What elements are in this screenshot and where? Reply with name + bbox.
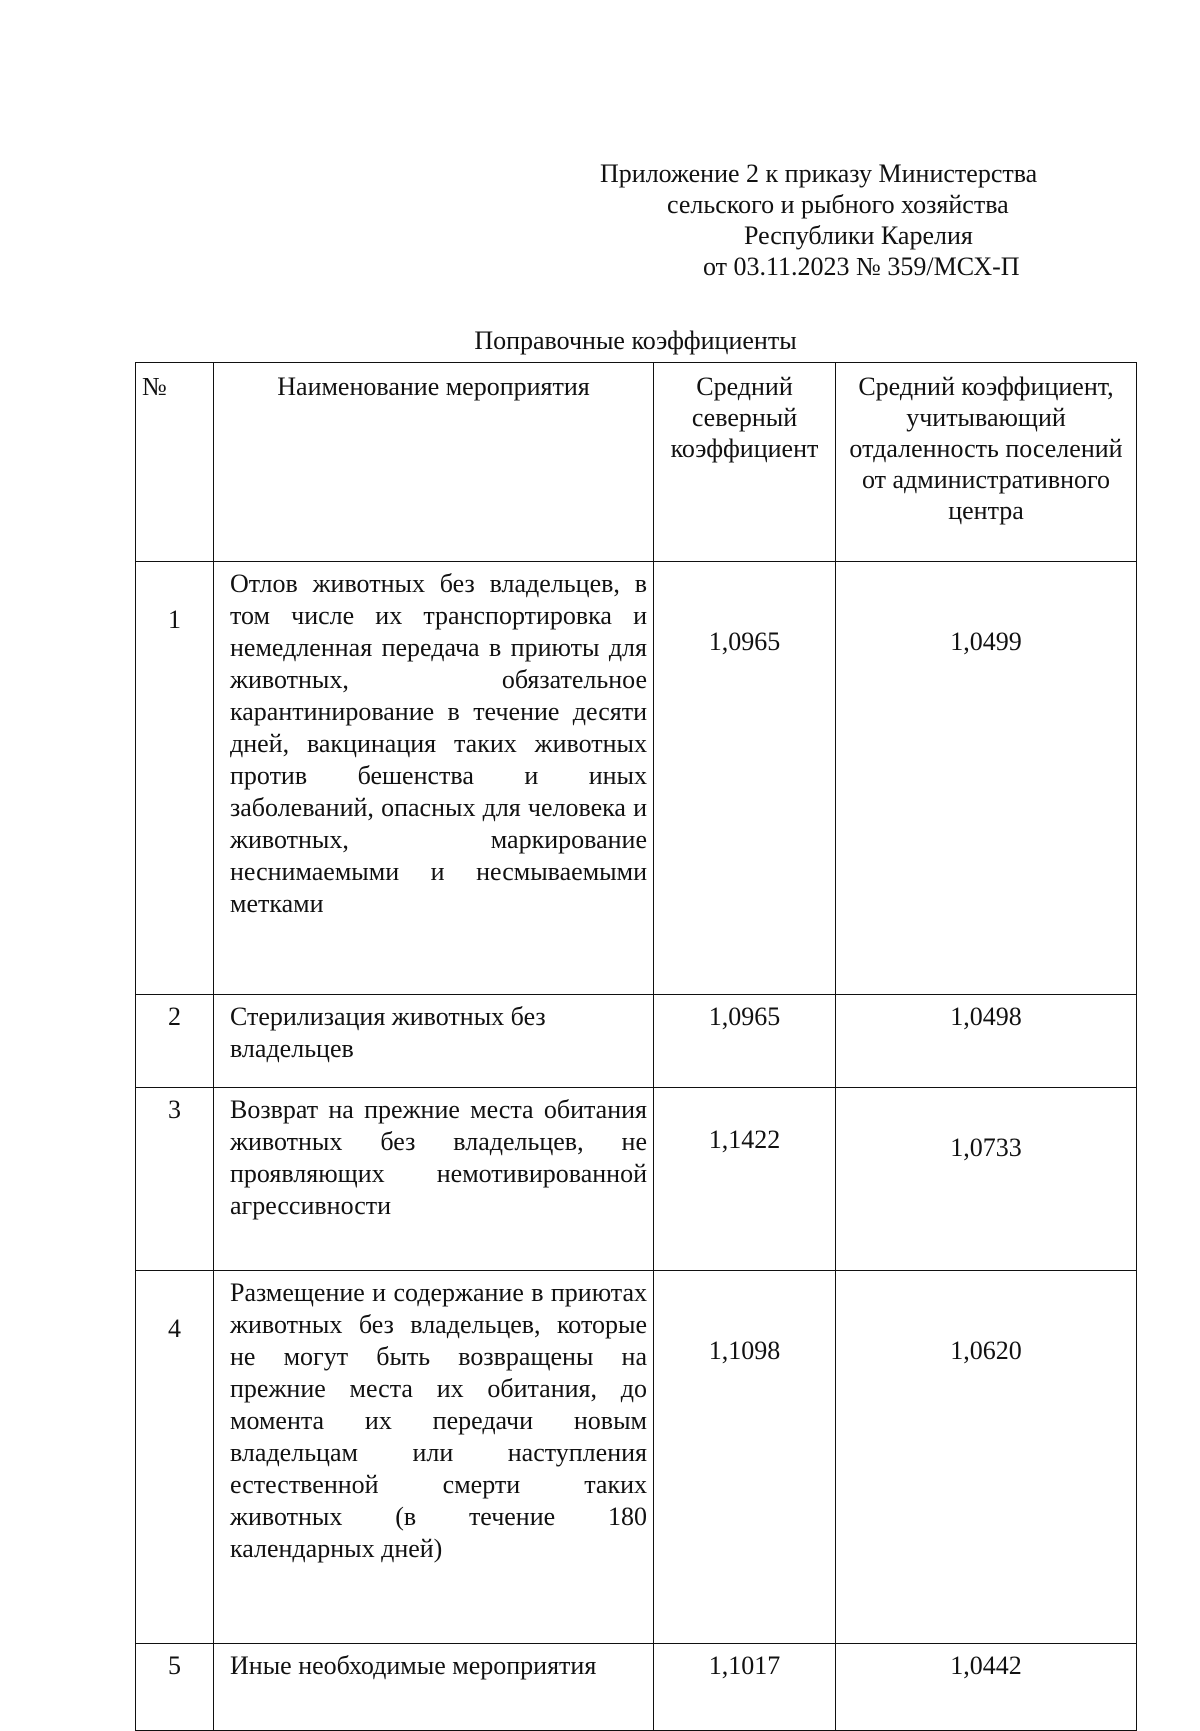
row-north-coefficient: 1,1017 xyxy=(654,1644,836,1731)
row-activity-name: Иные необходимые мероприятия xyxy=(214,1644,654,1731)
row-activity-name: Стерилизация животных без владельцев xyxy=(214,995,654,1088)
header-line-3: Республики Карелия xyxy=(744,221,973,250)
row-activity-name: Размещение и содержание в приютах животных без владельцев, которые не могут быть возвращены на прежние места их обитания, до момента их передачи новым владельцам или наступления естественной смерти таких животных (в течение 180 календарных дней) xyxy=(214,1271,654,1644)
row-number: 1 xyxy=(136,562,214,995)
coefficients-table xyxy=(135,362,1137,1731)
row-north-coefficient: 1,1422 xyxy=(654,1088,836,1271)
row-activity-name: Отлов животных без владельцев, в том числе их транспортировка и немедленная передача в приюты для животных, обязательное карантинирование в течение десяти дней, вакцинация таких животных против бешенства и иных заболеваний, опасных для человека и животных, маркирование неснимаемыми и несмываемыми метками xyxy=(214,562,654,995)
table-row xyxy=(136,562,1137,995)
table-row xyxy=(136,1271,1137,1644)
row-remoteness-coefficient: 1,0442 xyxy=(836,1644,1137,1731)
row-activity-name: Возврат на прежние места обитания животных без владельцев, не проявляющих немотивированной агрессивности xyxy=(214,1088,654,1271)
table-title: Поправочные коэффициенты xyxy=(474,326,797,355)
column-header-remoteness-coefficient: Средний коэффициент, учитывающий отдаленность поселений от административного центра xyxy=(836,363,1137,562)
row-remoteness-coefficient: 1,0733 xyxy=(836,1088,1137,1271)
column-header-north-coefficient: Средний северный коэффициент xyxy=(654,363,836,562)
row-number: 2 xyxy=(136,995,214,1088)
column-header-number: № xyxy=(136,363,214,562)
row-remoteness-coefficient: 1,0498 xyxy=(836,995,1137,1088)
table-row xyxy=(136,995,1137,1088)
row-number: 5 xyxy=(136,1644,214,1731)
table-row xyxy=(136,1644,1137,1731)
row-number: 3 xyxy=(136,1088,214,1271)
header-line-2: сельского и рыбного хозяйства xyxy=(667,190,1009,219)
row-north-coefficient: 1,0965 xyxy=(654,995,836,1088)
header-line-4: от 03.11.2023 № 359/МСХ-П xyxy=(703,252,1020,281)
column-header-name: Наименование мероприятия xyxy=(214,363,654,562)
row-north-coefficient: 1,1098 xyxy=(654,1271,836,1644)
row-number: 4 xyxy=(136,1271,214,1644)
table-row xyxy=(136,1088,1137,1271)
row-north-coefficient: 1,0965 xyxy=(654,562,836,995)
document-header xyxy=(560,158,1100,282)
header-line-1: Приложение 2 к приказу Министерства xyxy=(600,159,1038,188)
table-header-row xyxy=(136,363,1137,562)
row-remoteness-coefficient: 1,0499 xyxy=(836,562,1137,995)
row-remoteness-coefficient: 1,0620 xyxy=(836,1271,1137,1644)
